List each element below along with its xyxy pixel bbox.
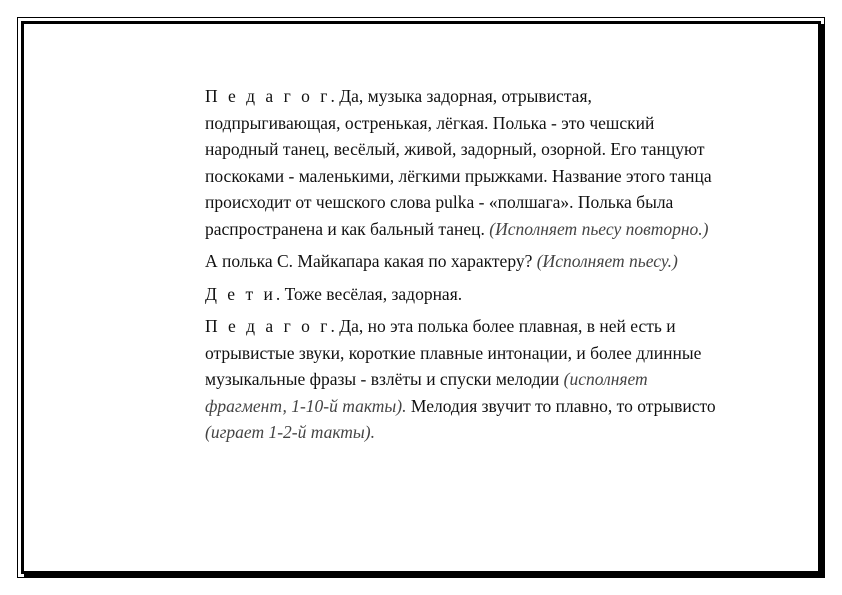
stage-direction: (Исполняет пьесу.) <box>536 251 678 271</box>
page-border-shadow-right <box>820 24 824 576</box>
paragraph-teacher-2 <box>205 313 725 446</box>
stage-direction: (исполняет фрагмент, 1-10-й такты). <box>205 369 648 416</box>
paragraph-text: . Тоже весёлая, задорная. <box>275 283 463 304</box>
page-border-shadow-bottom <box>24 573 824 577</box>
paragraph-children <box>205 281 725 308</box>
paragraph-teacher-1 <box>205 83 725 242</box>
stage-direction: (играет 1-2-й такты). <box>205 422 375 442</box>
dialogue-text <box>205 83 725 452</box>
paragraph-text: . Да, но эта полька более плавная, в ней есть и отрывистые звуки, короткие плавные интонации, и более длинные музыкальные фразы - взлёты и спуски мелодии <box>205 316 702 389</box>
speaker-label: П е д а г о г <box>205 316 331 336</box>
paragraph-question <box>205 248 725 275</box>
stage-direction: (Исполняет пьесу повторно.) <box>489 218 709 239</box>
paragraph-text: . Да, музыка задорная, отрывистая, подпрыгивающая, остренькая, лёгкая. Полька - это чешский народный танец, весёлый, живой, задорный, озорной. Его танцуют поскоками - маленькими, лёгкими прыжками. Название этого танца происходит от чешского слова pulka - «полшага». Полька была распространена и как бальный танец. <box>205 86 712 239</box>
speaker-label: Д е т и <box>205 283 276 304</box>
paragraph-text: А полька С. Майкапара какая по характеру? <box>205 251 537 271</box>
speaker-label: П е д а г о г <box>205 86 331 106</box>
paragraph-text: Мелодия звучит то плавно, то отрывисто <box>406 395 716 416</box>
